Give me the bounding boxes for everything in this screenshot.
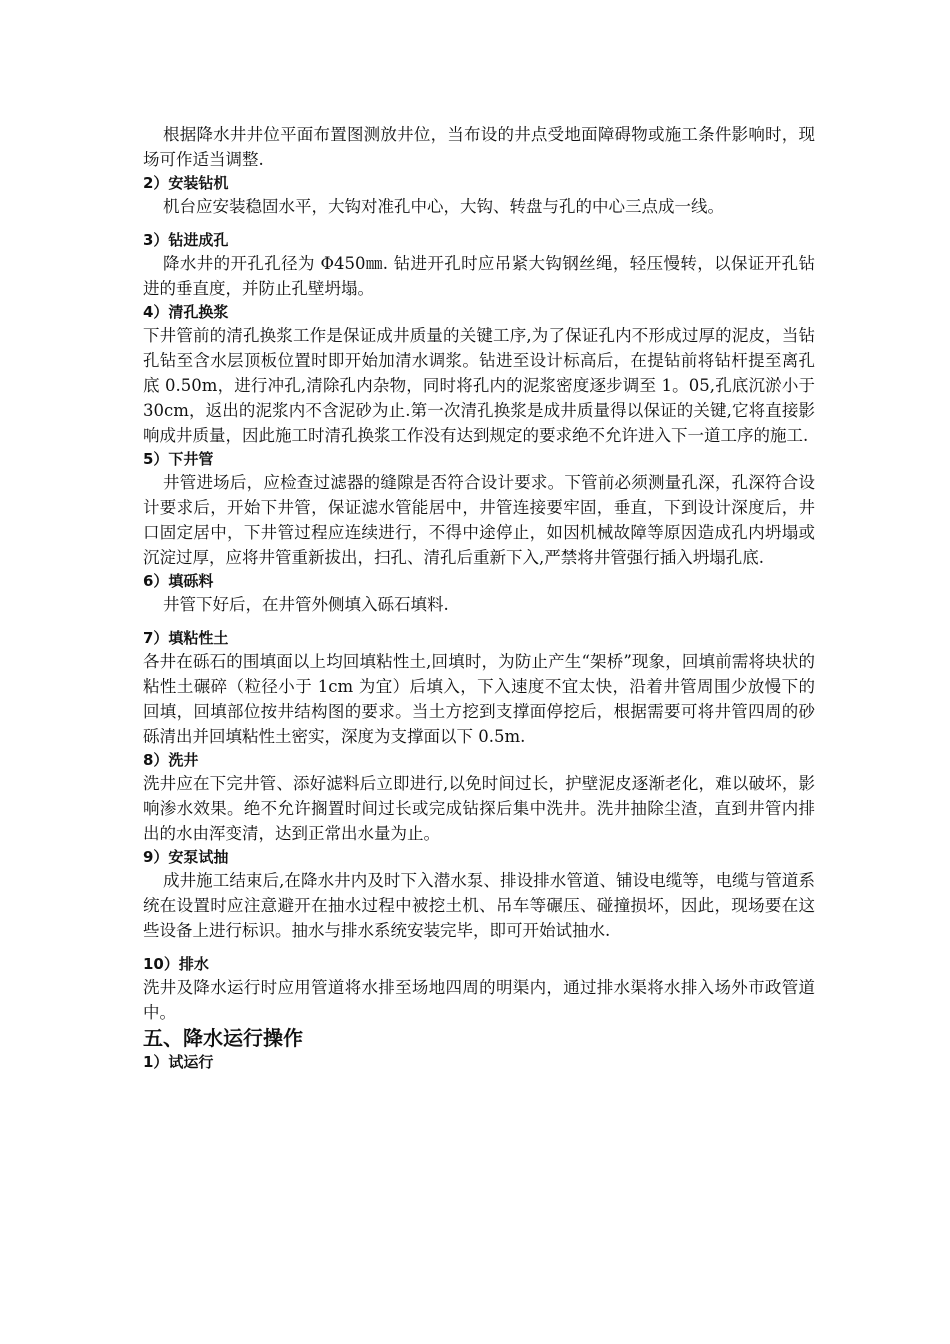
document-body — [143, 122, 815, 1073]
heading-install-drill: 2）安装钻机 — [143, 174, 229, 192]
paragraph-pump-test: 成井施工结束后,在降水井内及时下入潜水泵、排设排水管道、铺设电缆等，电缆与管道系统在设置时应注意避开在抽水过程中被挖土机、吊车等碾压、碰撞损坏，因此，现场要在这些设备上进行标识。抽水与排水系统安装完毕，即可开始试抽水. — [143, 871, 815, 940]
paragraph-clay-fill: 各井在砾石的围填面以上均回填粘性土,回填时，为防止产生“架桥”现象，回填前需将块状的粘性土碾碎（粒径小于 1cm 为宜）后填入，下入速度不宜太快，沿着井管周围少放慢下的回填，回填部位按井结构图的要求。当土方挖到支撑面停挖后，根据需要可将井管四周的砂砾清出并回填粘性土密实，深度为支撑面以下 0.5m. — [143, 652, 815, 746]
paragraph-hole-cleaning: 下井管前的清孔换浆工作是保证成井质量的关键工序,为了保证孔内不形成过厚的泥皮，当钻孔钻至含水层顶板位置时即开始加清水调浆。钻进至设计标高后，在提钻前将钻杆提至离孔底 0.50m，进行冲孔,清除孔内杂物，同时将孔内的泥浆密度逐步调至 1。05,孔底沉淤小于 30cm，返出的泥浆内不含泥砂为止.第一次清孔换浆是成井质量得以保证的关键,它将直接影响成井质量，因此施工时清孔换浆工作没有达到规定的要求绝不允许进入下一道工序的施工. — [143, 326, 815, 445]
paragraph-drilling: 降水井的开孔孔径为 Φ450㎜. 钻进开孔时应吊紧大钩钢丝绳，轻压慢转，以保证开孔钻进的垂直度，并防止孔壁坍塌。 — [143, 254, 815, 298]
paragraph-gravel-fill: 井管下好后，在井管外侧填入砾石填料. — [163, 595, 449, 614]
heading-well-washing: 8）洗井 — [143, 751, 199, 769]
paragraph-lower-pipe: 井管进场后，应检查过滤器的缝隙是否符合设计要求。下管前必须测量孔深，孔深符合设计要求后，开始下井管，保证滤水管能居中，井管连接要牢固，垂直，下到设计深度后，井口固定居中，下井管过程应连续进行，不得中途停止，如因机械故障等原因造成孔内坍塌或沉淀过厚，应将井管重新拔出，扫孔、清孔后重新下入,严禁将井管强行插入坍塌孔底. — [143, 473, 815, 567]
heading-pump-test: 9）安泵试抽 — [143, 848, 229, 866]
paragraph-well-positioning: 根据降水井井位平面布置图测放井位，当布设的井点受地面障碍物或施工条件影响时，现场可作适当调整. — [143, 125, 815, 169]
paragraph-well-washing: 洗井应在下完井管、添好滤料后立即进行,以免时间过长，护壁泥皮逐渐老化，难以破坏，影响渗水效果。绝不允许搁置时间过长或完成钻探后集中洗井。洗井抽除尘渣，直到井管内排出的水由浑变清，达到正常出水量为止。 — [143, 774, 815, 843]
paragraph-drainage: 洗井及降水运行时应用管道将水排至场地四周的明渠内，通过排水渠将水排入场外市政管道中。 — [143, 978, 815, 1022]
paragraph-install-drill: 机台应安装稳固水平，大钩对准孔中心，大钩、转盘与孔的中心三点成一线。 — [163, 197, 724, 216]
heading-gravel-fill: 6）填砾料 — [143, 572, 214, 590]
heading-drilling: 3）钻进成孔 — [143, 231, 229, 249]
heading-clay-fill: 7）填粘性土 — [143, 629, 229, 647]
chapter-title: 五、降水运行操作 — [143, 1026, 303, 1050]
heading-trial-run: 1）试运行 — [143, 1053, 214, 1071]
heading-lower-pipe: 5）下井管 — [143, 450, 214, 468]
heading-drainage: 10）排水 — [143, 955, 209, 973]
heading-hole-cleaning: 4）清孔换浆 — [143, 303, 229, 321]
